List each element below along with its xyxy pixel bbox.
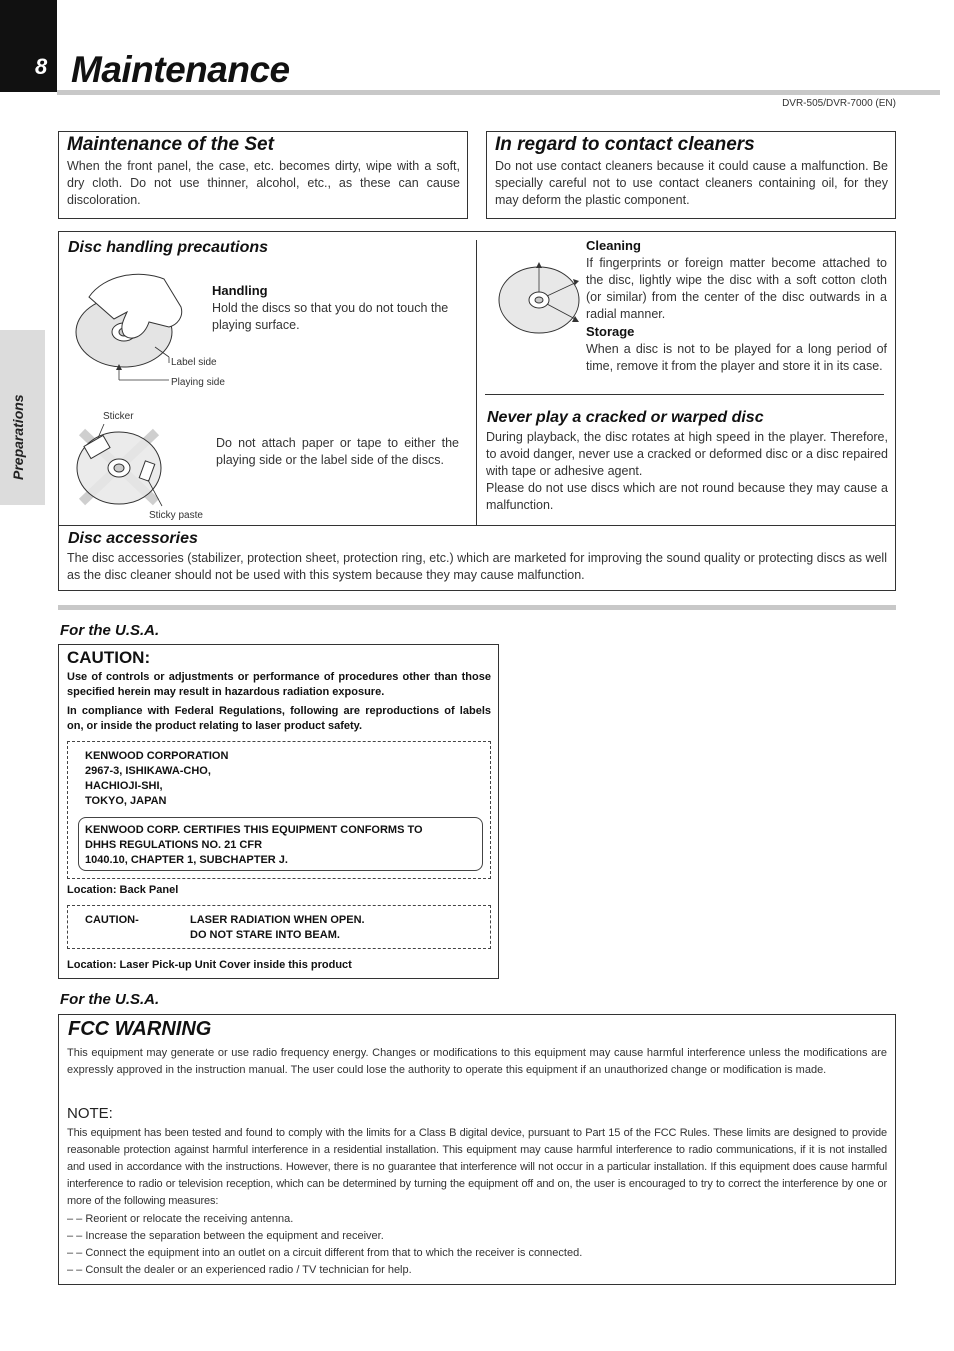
maintenance-set-box <box>58 131 468 219</box>
caution-text-2: In compliance with Federal Regulations, following are reproductions of labels on, or inside the product relating to laser product safety. <box>67 705 491 732</box>
never-play-heading: Never play a cracked or warped disc <box>487 409 764 426</box>
address-line-2: 2967-3, ISHIKAWA-CHO, <box>85 765 211 777</box>
maintenance-set-heading: Maintenance of the Set <box>67 134 274 155</box>
fcc-box <box>58 1014 896 1285</box>
column-divider <box>476 240 477 525</box>
certify-line-2: DHHS REGULATIONS NO. 21 CFR <box>85 839 263 851</box>
fcc-heading: FCC WARNING <box>68 1018 212 1040</box>
disc-handling-heading: Disc handling precautions <box>68 239 269 256</box>
list-item: – – Connect the equipment into an outlet on a circuit different from that to which the receiver is connected. <box>67 1247 583 1259</box>
handling-title: Handling <box>212 283 268 298</box>
contact-cleaners-heading: In regard to contact cleaners <box>495 134 755 155</box>
cleaning-text: If fingerprints or foreign matter become attached to the disc, lightly wipe the disc with a soft cotton cloth (or similar) from the center of the disc outwards in a radial manner. <box>586 256 887 321</box>
address-line-3: HACHIOJI-SHI, <box>85 780 163 792</box>
accessories-text: The disc accessories (stabilizer, protection sheet, protection ring, etc.) which are marketed for improving the sound quality or protecting discs as well as the disc cleaner should not be used with this system because they may cause malfunction. <box>67 551 887 582</box>
sticker-illustration <box>74 424 184 514</box>
accessories-heading: Disc accessories <box>68 530 198 547</box>
for-usa-label-2: For the U.S.A. <box>60 991 160 1008</box>
note-text: This equipment has been tested and found to comply with the limits for a Class B digital device, pursuant to Part 15 of the FCC Rules. These limits are designed to provide reasonable protection against harmful interference in a residential installation. This equipment may cause harmful interference to radio communications, if it is not installed and used in accordance with the instructions. However, there is no guarantee that interference will not occur in a particular installation. If this equipment does cause harmful interference to radio or television reception, which can be determined by turning the equipment off and on, the user is encouraged to try to correct the interference by one or more of the following measures: <box>67 1127 887 1207</box>
location-back-panel: Location: Back Panel <box>67 884 179 896</box>
fcc-text: This equipment may generate or use radio frequency energy. Changes or modifications to this equipment may cause harmful interference unless the modifications are expressly approved in the instruction manual. The user could lose the authority to operate this equipment if an unauthorized change or modification is made. <box>67 1047 887 1076</box>
for-usa-label-1: For the U.S.A. <box>60 622 160 639</box>
cleaning-title: Cleaning <box>586 238 641 253</box>
certify-line-3: 1040.10, CHAPTER 1, SUBCHAPTER J. <box>85 854 288 866</box>
side-tab-label: Preparations <box>10 394 26 480</box>
laser-caution-label: CAUTION- <box>85 914 139 926</box>
list-item: – – Reorient or relocate the receiving antenna. <box>67 1213 294 1225</box>
playing-side-caption: Playing side <box>171 377 225 388</box>
maintenance-set-text: When the front panel, the case, etc. becomes dirty, wipe with a soft, dry cloth. Do not use thinner, alcohol, etc., as these can cause discoloration. <box>67 159 460 207</box>
label-reproduction-box <box>67 741 491 879</box>
disc-handling-box <box>58 231 896 591</box>
laser-line-1: LASER RADIATION WHEN OPEN. <box>190 914 365 926</box>
never-play-text-2: Please do not use discs which are not round because they may cause a malfunction. <box>486 481 888 512</box>
sticky-paste-caption: Sticky paste <box>149 510 203 521</box>
title-rule <box>57 90 940 95</box>
accessories-rule <box>59 525 895 526</box>
measures-list <box>67 1211 887 1279</box>
certify-line-1: KENWOOD CORP. CERTIFIES THIS EQUIPMENT CONFORMS TO <box>85 824 423 836</box>
address-line-4: TOKYO, JAPAN <box>85 795 167 807</box>
page-number-block <box>0 0 57 92</box>
never-play-text-1: During playback, the disc rotates at high speed in the player. Therefore, to avoid danger, never use a cracked or deformed disc or a disc repaired with tape or adhesive agent. <box>486 430 888 478</box>
right-column-rule <box>485 394 884 395</box>
label-side-caption: Label side <box>171 357 217 368</box>
storage-text: When a disc is not to be played for a long period of time, remove it from the player and store it in its case. <box>586 342 887 373</box>
caution-title: CAUTION: <box>67 648 151 667</box>
laser-line-2: DO NOT STARE INTO BEAM. <box>190 929 340 941</box>
caution-text-1: Use of controls or adjustments or performance of procedures other than those specified herein may result in hazardous radiation exposure. <box>67 671 491 698</box>
address-line-1: KENWOOD CORPORATION <box>85 750 229 762</box>
model-number: DVR-505/DVR-7000 (EN) <box>782 98 896 109</box>
handling-text: Hold the discs so that you do not touch the playing surface. <box>212 301 449 332</box>
sticker-text: Do not attach paper or tape to either the playing side or the label side of the discs. <box>216 436 459 467</box>
certify-box <box>78 817 483 871</box>
page-number: 8 <box>35 54 48 79</box>
note-title: NOTE: <box>67 1105 113 1122</box>
list-item: – – Increase the separation between the equipment and receiver. <box>67 1230 384 1242</box>
sticker-caption: Sticker <box>103 411 134 422</box>
section-rule <box>58 605 896 610</box>
cleaning-illustration <box>497 260 585 340</box>
page-title: Maintenance <box>71 49 290 90</box>
location-laser-pickup: Location: Laser Pick-up Unit Cover inside this product <box>67 959 352 971</box>
storage-title: Storage <box>586 324 635 339</box>
contact-cleaners-text: Do not use contact cleaners because it could cause a malfunction. Be specially careful not to use contact cleaners containing oil, for they may deform the plastic component. <box>495 159 888 207</box>
contact-cleaners-box <box>486 131 896 219</box>
caution-box <box>58 644 499 979</box>
laser-label-box <box>67 905 491 949</box>
list-item: – – Consult the dealer or an experienced radio / TV technician for help. <box>67 1264 412 1276</box>
